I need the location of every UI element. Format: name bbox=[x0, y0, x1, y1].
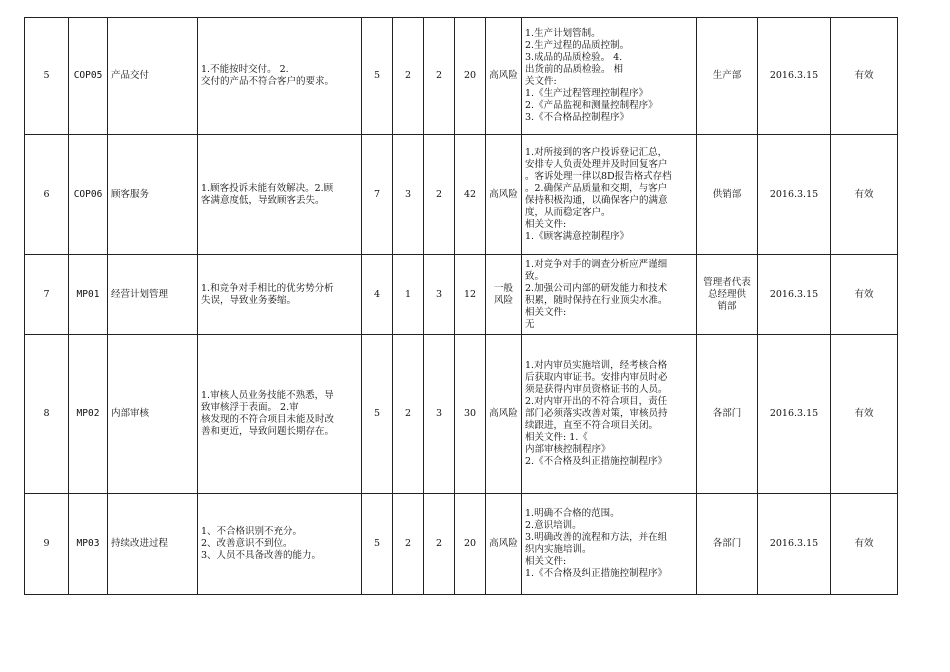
table-row bbox=[25, 255, 898, 335]
responsible-department: 供销部 bbox=[697, 135, 758, 255]
status: 有效 bbox=[831, 18, 898, 135]
rpn-value: 12 bbox=[455, 255, 486, 335]
risk-description bbox=[198, 494, 362, 595]
effective-date: 2016.3.15 bbox=[758, 335, 831, 494]
status: 有效 bbox=[831, 135, 898, 255]
risk-description bbox=[198, 335, 362, 494]
effective-date: 2016.3.15 bbox=[758, 18, 831, 135]
risk-level: 高风险 bbox=[486, 18, 522, 135]
occurrence-score: 2 bbox=[393, 494, 424, 595]
control-measures bbox=[522, 18, 697, 135]
process-name: 内部审核 bbox=[108, 335, 198, 494]
text-line: 善和更近，导致问题长期存在。 bbox=[201, 426, 335, 437]
text-line: 关文件: bbox=[525, 76, 557, 87]
occurrence-score: 2 bbox=[393, 335, 424, 494]
text-line: 相关文件: bbox=[525, 306, 567, 318]
text-line: 度，从而稳定客户。 bbox=[525, 206, 611, 218]
table-row bbox=[25, 18, 898, 135]
severity-score: 7 bbox=[362, 135, 393, 255]
text-line: 安排专人负责处理并及时回复客户 bbox=[525, 158, 668, 170]
risk-description bbox=[198, 135, 362, 255]
text-line: 1.明确不合格的范围。 bbox=[525, 508, 620, 519]
table-row bbox=[25, 135, 898, 255]
text-line: 。客诉处理一律以8D报告格式存档 bbox=[525, 170, 672, 182]
text-line: 1.《生产过程管理控制程序》 bbox=[525, 88, 649, 99]
status: 有效 bbox=[831, 335, 898, 494]
text-line: 。2.确保产品质量和交期，与客户 bbox=[525, 182, 668, 194]
text-line: 1.审核人员业务技能不熟悉，导 bbox=[201, 390, 334, 401]
text-line: 无 bbox=[525, 318, 535, 330]
risk-level bbox=[486, 255, 522, 335]
detection-score: 2 bbox=[424, 135, 455, 255]
text-line: 须是获得内审员资格证书的人员。 bbox=[525, 384, 668, 395]
text-line: 积累，随时保持在行业顶尖水准。 bbox=[525, 294, 668, 306]
severity-score: 5 bbox=[362, 494, 393, 595]
process-code: MP01 bbox=[69, 255, 108, 335]
text-line: 续跟进，直至不符合项目关闭。 bbox=[525, 420, 659, 431]
text-line: 2.意识培训。 bbox=[525, 520, 582, 531]
detection-score: 3 bbox=[424, 255, 455, 335]
text-line: 1.生产计划管制。 bbox=[525, 28, 601, 39]
risk-level: 高风险 bbox=[486, 135, 522, 255]
text-line: 织内实施培训。 bbox=[525, 544, 592, 555]
process-name: 产品交付 bbox=[108, 18, 198, 135]
effective-date: 2016.3.15 bbox=[758, 135, 831, 255]
text-line: 致审核浮于表面。 2.审 bbox=[201, 402, 299, 413]
text-line: 风险 bbox=[493, 294, 513, 306]
table-row bbox=[25, 335, 898, 494]
text-line: 内部审核控制程序》 bbox=[525, 444, 611, 455]
text-line: 一般 bbox=[493, 282, 513, 294]
text-line: 相关文件: bbox=[525, 218, 567, 230]
rpn-value: 20 bbox=[455, 494, 486, 595]
severity-score: 5 bbox=[362, 335, 393, 494]
detection-score: 2 bbox=[424, 18, 455, 135]
process-name: 经营计划管理 bbox=[108, 255, 198, 335]
responsible-department: 各部门 bbox=[697, 335, 758, 494]
effective-date: 2016.3.15 bbox=[758, 494, 831, 595]
row-number: 5 bbox=[25, 18, 69, 135]
text-line: 1.和竞争对手相比的优劣势分析 bbox=[201, 282, 334, 294]
responsible-department: 生产部 bbox=[697, 18, 758, 135]
effective-date: 2016.3.15 bbox=[758, 255, 831, 335]
occurrence-score: 2 bbox=[393, 18, 424, 135]
text-line: 3.成品的品质检验。 4. bbox=[525, 52, 623, 63]
rpn-value: 42 bbox=[455, 135, 486, 255]
risk-level: 高风险 bbox=[486, 335, 522, 494]
control-measures bbox=[522, 335, 697, 494]
text-line: 客满意度低，导致顾客丢失。 bbox=[201, 194, 325, 206]
row-number: 7 bbox=[25, 255, 69, 335]
text-line: 1.顾客投诉未能有效解决。2.顾 bbox=[201, 182, 334, 194]
status: 有效 bbox=[831, 255, 898, 335]
text-line: 失误，导致业务萎缩。 bbox=[201, 294, 297, 306]
text-line: 管理者代表 bbox=[703, 276, 751, 288]
text-line: 核发现的不符合项目未能及时改 bbox=[201, 414, 335, 425]
responsible-department: 各部门 bbox=[697, 494, 758, 595]
text-line: 2.生产过程的品质控制。 bbox=[525, 40, 630, 51]
text-line: 2.加强公司内部的研发能力和技术 bbox=[525, 282, 668, 294]
row-number: 6 bbox=[25, 135, 69, 255]
text-line: 交付的产品不符合客户的要求。 bbox=[201, 76, 335, 87]
process-code: COP05 bbox=[69, 18, 108, 135]
row-number: 8 bbox=[25, 335, 69, 494]
text-line: 3.《不合格品控制程序》 bbox=[525, 112, 630, 123]
text-line: 3.明确改善的流程和方法，并在组 bbox=[525, 532, 668, 543]
text-line: 2.《不合格及纠正措施控制程序》 bbox=[525, 456, 668, 467]
responsible-department bbox=[697, 255, 758, 335]
risk-level: 高风险 bbox=[486, 494, 522, 595]
text-line: 2.对内审开出的不符合项目，责任 bbox=[525, 396, 668, 407]
process-code: MP02 bbox=[69, 335, 108, 494]
process-code: COP06 bbox=[69, 135, 108, 255]
severity-score: 5 bbox=[362, 18, 393, 135]
text-line: 出货前的品质检验。 相 bbox=[525, 64, 624, 75]
text-line: 保持积极沟通，以确保客户的满意 bbox=[525, 194, 668, 206]
text-line: 总经理供 bbox=[707, 288, 746, 300]
control-measures bbox=[522, 255, 697, 335]
text-line: 2、改善意识不到位。 bbox=[201, 538, 293, 549]
occurrence-score: 3 bbox=[393, 135, 424, 255]
process-name: 顾客服务 bbox=[108, 135, 198, 255]
detection-score: 3 bbox=[424, 335, 455, 494]
text-line: 1、不合格识别不充分。 bbox=[201, 526, 303, 537]
row-number: 9 bbox=[25, 494, 69, 595]
control-measures bbox=[522, 135, 697, 255]
text-line: 1.不能按时交付。 2. bbox=[201, 64, 289, 75]
risk-description bbox=[198, 255, 362, 335]
risk-description bbox=[198, 18, 362, 135]
text-line: 后获取内审证书。安排内审员时必 bbox=[525, 372, 668, 383]
text-line: 致。 bbox=[525, 270, 545, 282]
text-line: 1.《不合格及纠正措施控制程序》 bbox=[525, 568, 668, 579]
process-code: MP03 bbox=[69, 494, 108, 595]
detection-score: 2 bbox=[424, 494, 455, 595]
text-line: 2.《产品监视和测量控制程序》 bbox=[525, 100, 658, 111]
text-line: 销部 bbox=[717, 300, 737, 312]
severity-score: 4 bbox=[362, 255, 393, 335]
text-line: 相关文件: bbox=[525, 556, 567, 567]
text-line: 1.对内审员实施培训，经考核合格 bbox=[525, 360, 668, 371]
text-line: 1.对所接到的客户投诉登记汇总， bbox=[525, 146, 668, 158]
control-measures bbox=[522, 494, 697, 595]
occurrence-score: 1 bbox=[393, 255, 424, 335]
rpn-value: 30 bbox=[455, 335, 486, 494]
table-row bbox=[25, 494, 898, 595]
status: 有效 bbox=[831, 494, 898, 595]
risk-assessment-table bbox=[24, 17, 898, 595]
rpn-value: 20 bbox=[455, 18, 486, 135]
text-line: 3、人员不具备改善的能力。 bbox=[201, 550, 322, 561]
text-line: 1.《顾客满意控制程序》 bbox=[525, 230, 630, 242]
text-line: 部门必须落实改善对策，审核员持 bbox=[525, 408, 668, 419]
process-name: 持续改进过程 bbox=[108, 494, 198, 595]
text-line: 相关文件: 1.《 bbox=[525, 432, 588, 443]
table-body bbox=[25, 18, 898, 595]
text-line: 1.对竞争对手的调查分析应严谨细 bbox=[525, 258, 668, 270]
